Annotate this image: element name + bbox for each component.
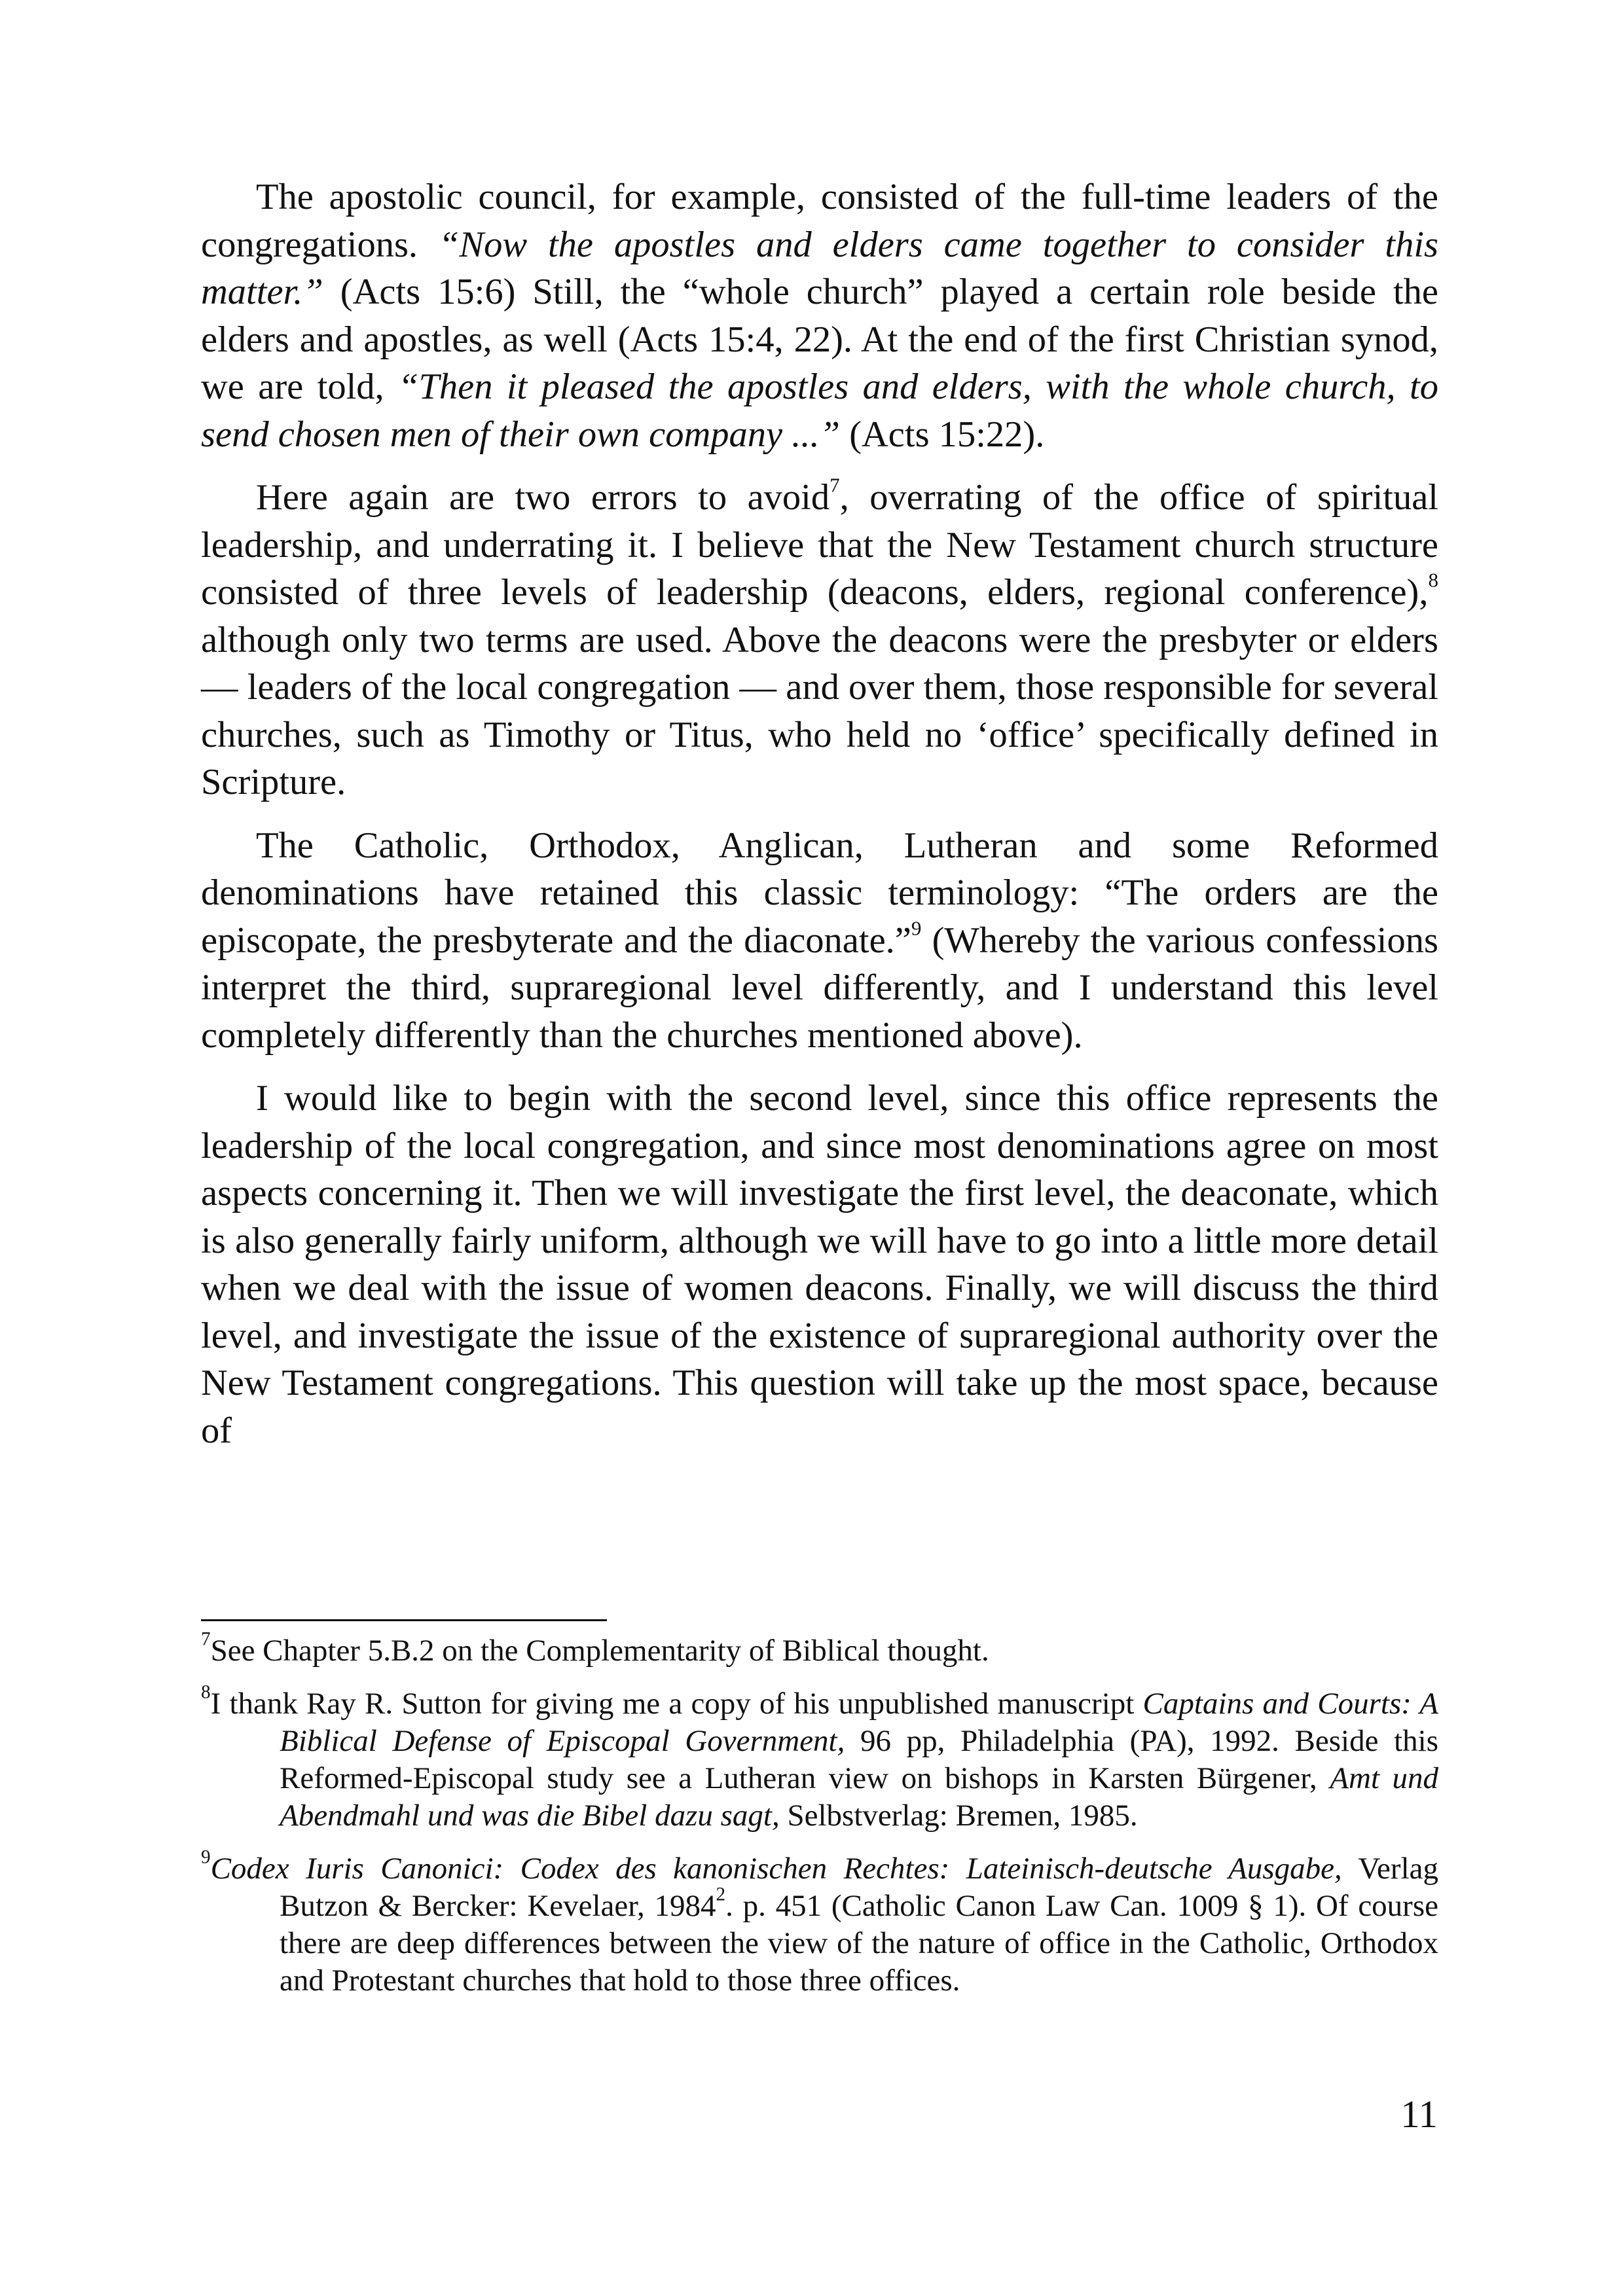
- footnote-ref-7[interactable]: 7: [830, 473, 840, 497]
- footnote-7: [201, 1628, 1438, 1670]
- scripture-quote-acts-15-22: “Then it pleased the apostles and elders, with the whole church, to send chosen men of their own company ...”: [201, 367, 1439, 455]
- edition-superscript: 2: [716, 1884, 726, 1905]
- footnotes: [201, 1628, 1438, 2015]
- book-title: Captains and Courts: A Biblical Defense of Episcopal Government,: [280, 1687, 1438, 1758]
- paragraph-3-text: The Catholic, Orthodox, Anglican, Lutheran and some Reformed denominations have retained this classic terminology: “The orders are the episcopate, the presbyterate and the diaconate.”: [201, 825, 1438, 961]
- footnote-ref-9[interactable]: 9: [911, 916, 922, 940]
- paragraph-1-text-3: (Acts 15:22).: [840, 414, 1045, 455]
- footnote-8: [201, 1681, 1438, 1835]
- footnote-ref-8[interactable]: 8: [1428, 568, 1438, 592]
- body-text: [201, 173, 1438, 1454]
- paragraph-2-text-3: although only two terms are used. Above the deacons were the presbyter or elders — leaders of the local congregation — and over them, those responsible for several churches, such as Timothy or Titus, who held no ‘office’ specifically defined in Scripture.: [201, 619, 1438, 802]
- paragraph-2-text-2: , overrating of the office of spiritual leadership, and underrating it. I believe that the New Testament church structure consisted of three levels of leadership (deacons, elders, regional conference),: [201, 477, 1439, 613]
- paragraph-2-text: Here again are two errors to avoid: [256, 477, 830, 518]
- footnote-separator: [201, 1619, 607, 1621]
- page-number: 11: [1400, 2092, 1438, 2136]
- footnote-number: 7: [201, 1628, 211, 1650]
- footnote-number: 9: [201, 1846, 211, 1868]
- footnote-text: . p. 451 (Catholic Canon Law Can. 1009 § 1). Of course there are deep differences between the view of the nature of office in the Catholic, Orthodox and Protestant churches that hold to those three offices.: [280, 1889, 1438, 1998]
- book-title: Codex Iuris Canonici: Codex des kanonischen Rechtes: Lateinisch-deutsche Ausgabe,: [210, 1852, 1342, 1886]
- paragraph-1: [201, 173, 1438, 458]
- footnote-text: I thank Ray R. Sutton for giving me a copy of his unpublished manuscript: [210, 1687, 1143, 1721]
- paragraph-4-text: I would like to begin with the second level, since this office represents the leadership of the local congregation, and since most denominations agree on most aspects concerning it. Then we will investigate the first level, the deaconate, which is also generally fairly uniform, although we will have to go into a little more detail when we deal with the issue of women deacons. Finally, we will discuss the third level, and investigate the issue of the existence of supraregional authority over the New Testament congregations. This question will take up the most space, because of: [201, 1078, 1438, 1451]
- paragraph-1-text-2: (Acts 15:6) Still, the “whole church” played a certain role beside the elders and apostles, as well (Acts 15:4, 22). At the end of the first Christian synod, we are told,: [201, 272, 1438, 407]
- paragraph-3: [201, 822, 1438, 1060]
- paragraph-2: [201, 474, 1438, 806]
- footnote-text: 96 pp, Philadelphia (PA), 1992. Beside this Reformed-Episcopal study see a Lutheran view on bishops in Karsten Bürgener,: [280, 1724, 1438, 1795]
- footnote-text: Selbstverlag: Bremen, 1985.: [779, 1799, 1138, 1833]
- paragraph-4: [201, 1075, 1438, 1454]
- footnote-text: See Chapter 5.B.2 on the Complementarity of Biblical thought.: [210, 1634, 989, 1668]
- footnote-9: [201, 1846, 1438, 2000]
- paragraph-3-text-2: (Whereby the various confessions interpret the third, supraregional level differently, and I understand this level completely differently than the churches mentioned above).: [201, 920, 1438, 1056]
- book-title: Amt und Abendmahl und was die Bibel dazu sagt,: [280, 1761, 1438, 1833]
- scripture-quote-acts-15-6: “Now the apostles and elders came together to consider this matter.”: [201, 224, 1438, 312]
- footnote-text: Verlag Butzon & Bercker: Kevelaer, 1984: [280, 1852, 1438, 1923]
- footnote-number: 8: [201, 1681, 211, 1703]
- paragraph-1-text: The apostolic council, for example, consisted of the full-time leaders of the congregations.: [201, 177, 1438, 265]
